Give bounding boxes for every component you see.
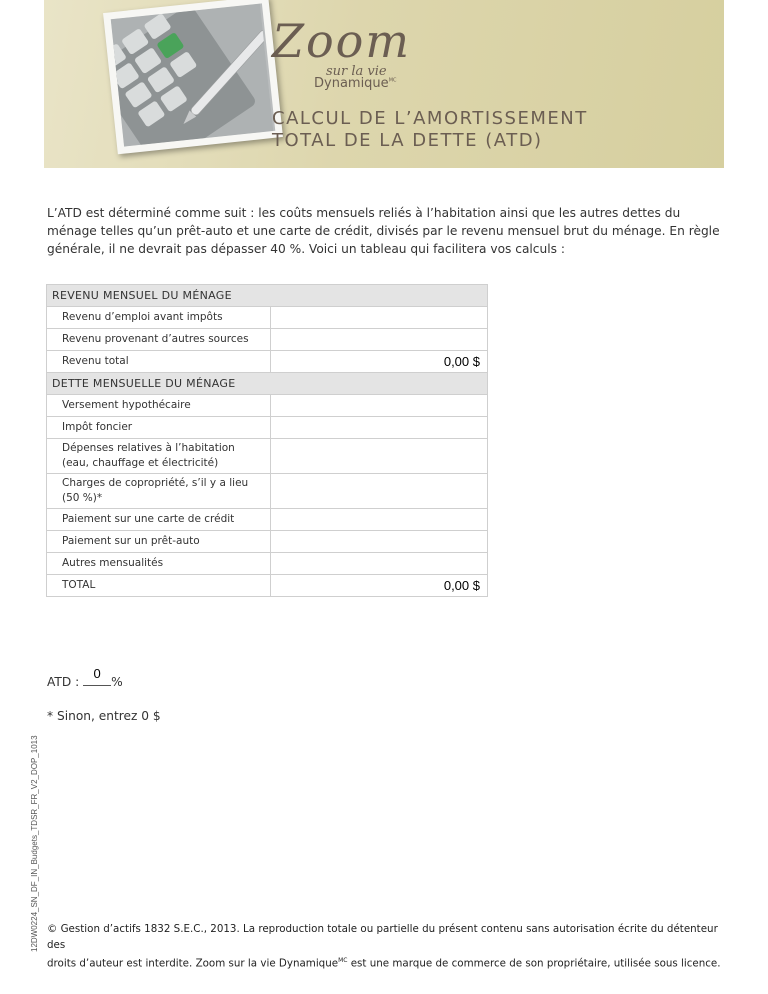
table-row bbox=[47, 417, 488, 439]
row-label: Paiement sur un prêt-auto bbox=[47, 531, 271, 553]
page-title bbox=[272, 108, 588, 152]
row-label: Charges de copropriété, s’il y a lieu (50 %)* bbox=[47, 474, 271, 509]
total-income-value: 0,00 $ bbox=[271, 351, 488, 373]
car-loan-payment-field[interactable] bbox=[271, 531, 488, 553]
table-row bbox=[47, 351, 488, 373]
row-label: Dépenses relatives à l’habitation (eau, chauffage et électricité) bbox=[47, 439, 271, 474]
condo-fees-field[interactable] bbox=[271, 474, 488, 509]
table-row bbox=[47, 553, 488, 575]
header-banner bbox=[44, 0, 724, 168]
table-row bbox=[47, 531, 488, 553]
row-label: TOTAL bbox=[47, 575, 271, 597]
logo-sur-la-vie: sur la vie bbox=[326, 64, 387, 79]
housing-expenses-field[interactable] bbox=[271, 439, 488, 474]
table-row bbox=[47, 439, 488, 474]
row-label: Revenu total bbox=[47, 351, 271, 373]
income-section-header: REVENU MENSUEL DU MÉNAGE bbox=[47, 285, 488, 307]
table-row bbox=[47, 509, 488, 531]
logo-dynamique: Dynamique$^{MC}$ bbox=[314, 76, 397, 91]
row-label: Impôt foncier bbox=[47, 417, 271, 439]
calculator-pen-illustration bbox=[111, 4, 274, 147]
document-code: 12DW0224_SN_DF_IN_Budgets_TDSR_FR_V2_DOP_1013 bbox=[30, 735, 39, 952]
employment-income-field[interactable] bbox=[271, 307, 488, 329]
mortgage-payment-field[interactable] bbox=[271, 395, 488, 417]
table-row bbox=[47, 329, 488, 351]
property-tax-field[interactable] bbox=[271, 417, 488, 439]
table-row bbox=[47, 474, 488, 509]
atd-table bbox=[46, 284, 488, 597]
other-income-field[interactable] bbox=[271, 329, 488, 351]
logo-zoom: Zoom bbox=[272, 14, 411, 68]
row-label: Autres mensualités bbox=[47, 553, 271, 575]
row-label: Paiement sur une carte de crédit bbox=[47, 509, 271, 531]
table-row bbox=[47, 307, 488, 329]
row-label: Revenu provenant d’autres sources bbox=[47, 329, 271, 351]
atd-result bbox=[47, 666, 123, 689]
atd-value-field[interactable]: 0 bbox=[83, 672, 111, 686]
page-title-line2: TOTAL DE LA DETTE (ATD) bbox=[272, 130, 543, 151]
atd-label: ATD : bbox=[47, 675, 80, 689]
row-label: Revenu d’emploi avant impôts bbox=[47, 307, 271, 329]
total-debt-value: 0,00 $ bbox=[271, 575, 488, 597]
calculator-photo bbox=[103, 0, 283, 154]
table-row bbox=[47, 395, 488, 417]
other-payments-field[interactable] bbox=[271, 553, 488, 575]
footnote: * Sinon, entrez 0 $ bbox=[47, 709, 161, 723]
legal-footer: © Gestion d’actifs 1832 S.E.C., 2013. La reproduction totale ou partielle du présent contenu sans autorisation écrite du détenteur des droits d’auteur est interdite. Zoom sur la vie Dynamique$^{MC}$ est une marque de commerce de son propriétaire, utilisée sous licence. bbox=[47, 923, 721, 970]
intro-paragraph: L’ATD est déterminé comme suit : les coûts mensuels reliés à l’habitation ainsi que les autres dettes du ménage telles qu’un prêt-auto et une carte de crédit, divisés par le revenu mensuel brut du ménage. En règle générale, il ne devrait pas dépasser 40 %. Voici un tableau qui facilitera vos calculs : bbox=[47, 206, 720, 256]
atd-unit: % bbox=[111, 675, 123, 689]
row-label: Versement hypothécaire bbox=[47, 395, 271, 417]
debt-section-header: DETTE MENSUELLE DU MÉNAGE bbox=[47, 373, 488, 395]
credit-card-payment-field[interactable] bbox=[271, 509, 488, 531]
page-title-line1: CALCUL DE L’AMORTISSEMENT bbox=[272, 108, 588, 129]
table-row bbox=[47, 575, 488, 597]
